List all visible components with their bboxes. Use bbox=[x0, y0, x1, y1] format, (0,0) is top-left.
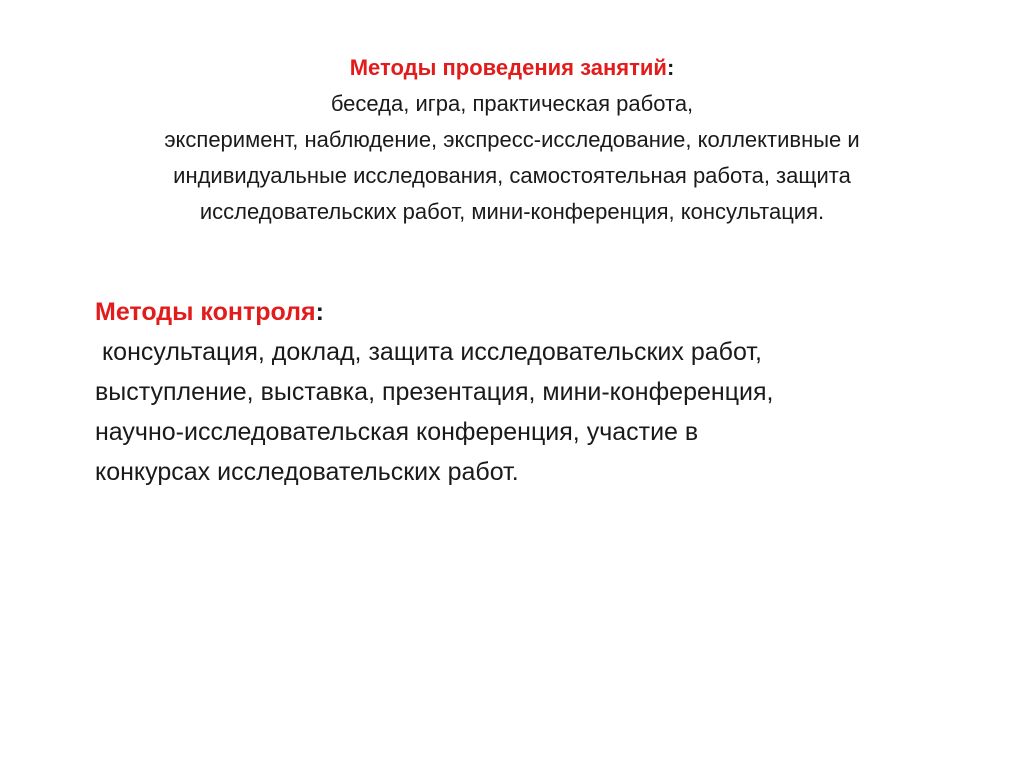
lesson-methods-line: беседа, игра, практическая работа, bbox=[330, 91, 694, 116]
control-methods-line: научно-исследовательская конференция, участие в bbox=[95, 418, 699, 446]
control-methods-block bbox=[95, 292, 975, 492]
lesson-methods-heading bbox=[30, 50, 994, 86]
lesson-methods-block bbox=[30, 50, 994, 230]
lesson-methods-line: исследовательских работ, мини-конференция, консультация. bbox=[199, 199, 825, 224]
lesson-methods-title: Методы проведения занятий bbox=[349, 55, 667, 80]
lesson-methods-colon: : bbox=[666, 55, 675, 80]
control-methods-line: выступление, выставка, презентация, мини-конференция, bbox=[95, 378, 774, 406]
control-methods-colon: : bbox=[315, 298, 324, 326]
control-methods-line: консультация, доклад, защита исследовательских работ, bbox=[95, 338, 762, 366]
control-methods-line: конкурсах исследовательских работ. bbox=[95, 458, 519, 486]
control-methods-title: Методы контроля bbox=[95, 298, 316, 326]
control-methods-heading bbox=[95, 292, 975, 332]
lesson-methods-line: эксперимент, наблюдение, экспресс-исследование, коллективные и bbox=[164, 127, 860, 152]
lesson-methods-line: индивидуальные исследования, самостоятельная работа, защита bbox=[173, 163, 851, 188]
